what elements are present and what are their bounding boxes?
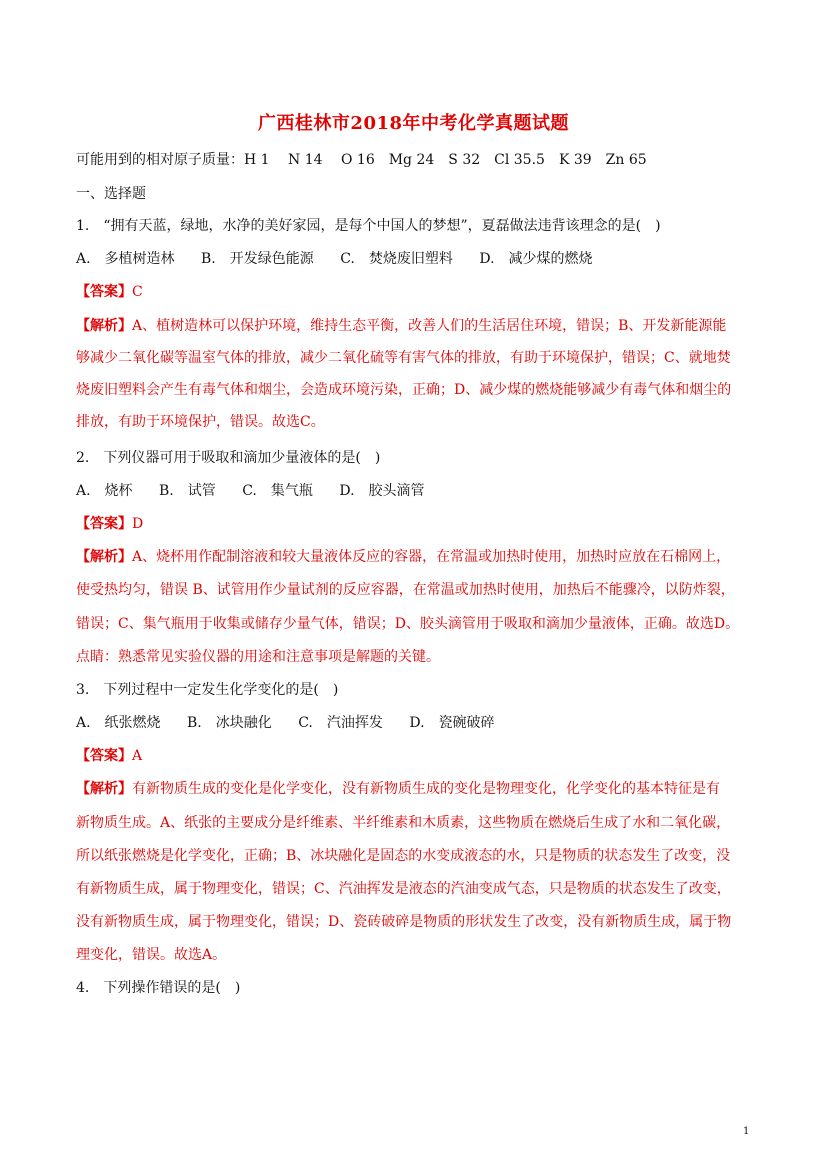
q3-option-d: D. 瓷碗破碎 [409,715,495,731]
q1-analysis-line-3: 烧废旧塑料会产生有毒气体和烟尘，会造成环境污染，正确；D、减少煤的燃烧能够减少有毒气体和烟尘的 [76,382,732,398]
q3-answer-value: A [132,748,143,764]
q2-answer-tag: 【答案】 [76,516,132,532]
q2-option-c: C. 集气瓶 [242,483,313,499]
q2-option-a: A. 烧杯 [76,483,133,499]
q2-options [76,481,756,501]
q3-analysis-line-6: 理变化，错误。故选A。 [76,947,227,963]
q1-analysis-line-4: 排放，有助于环境保护，错误。故选C。 [76,414,325,430]
q1-options [76,249,756,269]
q1-analysis-text-1: A、植树造林可以保护环境，维持生态平衡，改善人们的生活居住环境，错误；B、开发新能源能 [132,318,727,334]
q1-analysis-line-1 [76,316,756,336]
q1-option-d: D. 减少煤的燃烧 [479,251,593,267]
q1-option-a: A. 多植树造林 [76,251,175,267]
q3-options [76,713,756,733]
q3-option-a: A. 纸张燃烧 [76,715,161,731]
q1-analysis-tag: 【解析】 [76,318,132,334]
q3-analysis-line-2: 新物质生成。A、纸张的主要成分是纤维素、半纤维素和木质素，这些物质在燃烧后生成了水和二氧化碳， [76,815,731,831]
page-number: 1 [743,1126,750,1137]
q2-answer-value: D [132,516,144,532]
q2-option-d: D. 胶头滴管 [339,483,425,499]
q3-analysis-line-4: 有新物质生成，属于物理变化，错误；C、汽油挥发是液态的汽油变成气态，只是物质的状态发生了改变， [76,881,731,897]
q1-option-b: B. 开发绿色能源 [201,251,314,267]
q3-answer [76,746,756,766]
q2-stem: 2. 下列仪器可用于吸取和滴加少量液体的是( ) [76,450,381,466]
q3-analysis-line-5: 没有新物质生成，属于物理变化，错误；D、瓷砖破碎是物质的形状发生了改变，没有新物质生成，属于物 [76,914,732,930]
q2-answer [76,514,756,534]
q3-analysis-line-1 [76,779,756,799]
q1-analysis-line-2: 够减少二氧化碳等温室气体的排放，减少二氧化硫等有害气体的排放，有助于环境保护，错误；C、就地焚 [76,350,731,366]
q3-analysis-tag: 【解析】 [76,781,132,797]
q1-answer-value: C [132,284,143,300]
section-heading: 一、选择题 [76,186,146,202]
q3-analysis-line-3: 所以纸张燃烧是化学变化，正确；B、冰块融化是固态的水变成液态的水，只是物质的状态发生了改变，没 [76,848,731,864]
q2-analysis-line-1 [76,547,756,567]
q2-analysis-line-2: 使受热均匀，错误 B、试管用作少量试剂的反应容器，在常温或加热时使用，加热后不能骤冷，以防炸裂， [76,582,735,598]
q2-analysis-line-3: 错误；C、集气瓶用于收集或储存少量气体，错误；D、胶头滴管用于吸取和滴加少量液体，正确。故选D。 [76,616,740,632]
q3-option-b: B. 冰块融化 [187,715,272,731]
q2-analysis-line-4: 点睛：熟悉常见实验仪器的用途和注意事项是解题的关键。 [76,649,440,665]
page-title: 广西桂林市2018年中考化学真题试题 [257,113,570,134]
q3-option-c: C. 汽油挥发 [298,715,383,731]
q3-stem: 3. 下列过程中一定发生化学变化的是( ) [76,682,339,698]
q3-answer-tag: 【答案】 [76,748,132,764]
q3-analysis-text-1: 有新物质生成的变化是化学变化，没有新物质生成的变化是物理变化，化学变化的基本特征是有 [132,781,720,797]
q1-answer-tag: 【答案】 [76,284,132,300]
q1-option-c: C. 焚烧废旧塑料 [340,251,453,267]
q2-analysis-tag: 【解析】 [76,549,132,565]
q1-answer [76,282,756,302]
q4-stem: 4. 下列操作错误的是( ) [76,980,241,996]
q1-stem: 1. “拥有天蓝，绿地，水净的美好家园，是每个中国人的梦想”，夏磊做法违背该理念的是( ) [76,218,661,234]
atomic-mass-line: 可能用到的相对原子质量：H 1 N 14 O 16 Mg 24 S 32 Cl 35.5 K 39 Zn 65 [76,152,647,168]
q2-option-b: B. 试管 [159,483,216,499]
q2-analysis-text-1: A、烧杯用作配制溶液和较大量液体反应的容器，在常温或加热时使用，加热时应放在石棉网上， [132,549,731,565]
